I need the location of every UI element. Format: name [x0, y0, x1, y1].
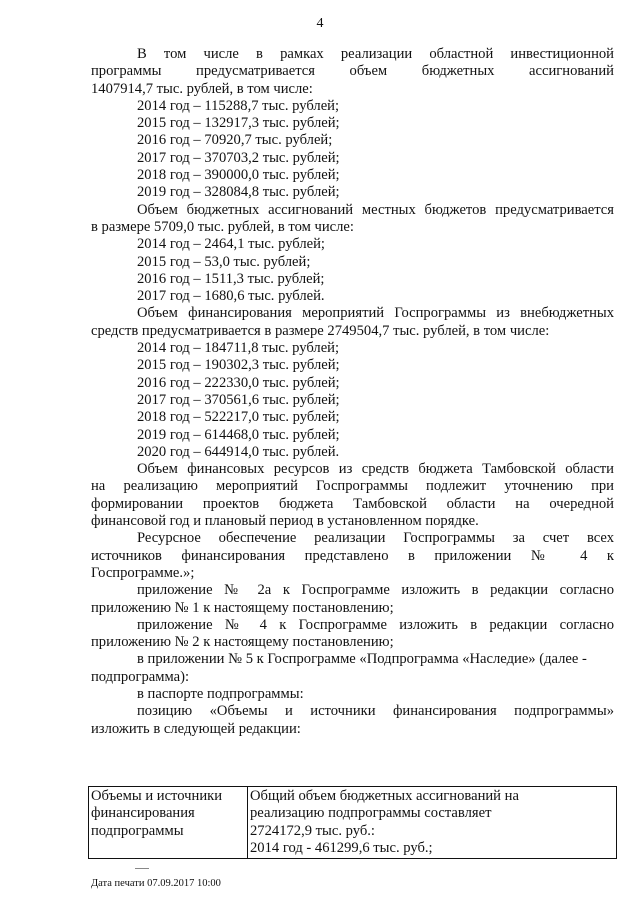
- paragraph-line: 2015 год – 132917,3 тыс. рублей;: [137, 115, 340, 132]
- footnote-divider: [135, 868, 149, 869]
- table-cell-label: [89, 787, 248, 859]
- table-line: реализацию подпрограммы составляет: [250, 805, 492, 822]
- table-line: Объемы и источники: [91, 788, 223, 804]
- paragraph-line: средств предусматривается в размере 2749504,7 тыс. рублей, в том числе:: [91, 322, 550, 339]
- table-line: 2014 год - 461299,6 тыс. руб.;: [250, 839, 433, 856]
- paragraph-line: Объем бюджетных ассигнований местных бюджетов предусматривается: [137, 201, 614, 218]
- table-line: подпрограммы: [91, 822, 184, 839]
- paragraph-line: в приложении № 5 к Госпрограмме «Подпрограмма «Наследие» (далее -: [137, 651, 587, 668]
- paragraph-line: источников финансирования представлено в приложении № 4 к: [91, 547, 614, 564]
- paragraph-line: подпрограмма):: [91, 668, 190, 685]
- table-line: финансирования: [91, 805, 195, 822]
- paragraph-line: формировании проектов бюджета Тамбовской области на очередной: [91, 495, 614, 512]
- paragraph-line: 2016 год – 222330,0 тыс. рублей;: [137, 374, 340, 391]
- paragraph-line: 2017 год – 370561,6 тыс. рублей;: [137, 391, 340, 408]
- paragraph-line: Объем финансирования мероприятий Госпрограммы из внебюджетных: [137, 305, 614, 322]
- paragraph-line: приложение № 2а к Госпрограмме изложить в редакции согласно: [137, 582, 614, 599]
- paragraph-line: 2015 год – 53,0 тыс. рублей;: [137, 253, 311, 270]
- paragraph-line: в размере 5709,0 тыс. рублей, в том числе:: [91, 218, 354, 235]
- paragraph-line: 2014 год – 2464,1 тыс. рублей;: [137, 236, 325, 253]
- paragraph-line: позицию «Объемы и источники финансирования подпрограммы»: [137, 703, 614, 720]
- financing-table: [88, 786, 617, 859]
- paragraph-line: 2016 год – 70920,7 тыс. рублей;: [137, 132, 333, 149]
- table-cell-value: [248, 787, 617, 859]
- paragraph-line: 2018 год – 390000,0 тыс. рублей;: [137, 167, 340, 184]
- document-body: [91, 46, 614, 738]
- paragraph-line: Госпрограмме.»;: [91, 564, 195, 581]
- paragraph-line: Объем финансовых ресурсов из средств бюджета Тамбовской области: [137, 461, 614, 478]
- table-line: Общий объем бюджетных ассигнований на: [250, 788, 519, 804]
- table-line: 2724172,9 тыс. руб.:: [250, 822, 375, 839]
- paragraph-line: приложению № 2 к настоящему постановлению;: [91, 634, 394, 651]
- page-number: 4: [316, 16, 324, 31]
- print-date: Дата печати 07.09.2017 10:00: [91, 878, 221, 889]
- paragraph-line: Ресурсное обеспечение реализации Госпрограммы за счет всех: [137, 530, 614, 547]
- paragraph-line: 2014 год – 115288,7 тыс. рублей;: [137, 97, 340, 114]
- paragraph-line: приложение № 4 к Госпрограмме изложить в редакции согласно: [137, 616, 614, 633]
- paragraph-line: 2014 год – 184711,8 тыс. рублей;: [137, 340, 340, 357]
- table-row: [89, 787, 617, 859]
- paragraph-line: в паспорте подпрограммы:: [137, 685, 304, 702]
- paragraph-line: 2017 год – 1680,6 тыс. рублей.: [137, 288, 325, 305]
- paragraph-line: 2016 год – 1511,3 тыс. рублей;: [137, 270, 325, 287]
- paragraph-line: программы предусматривается объем бюджетных ассигнований: [91, 63, 614, 80]
- paragraph-line: на реализацию мероприятий Госпрограммы подлежит уточнению при: [91, 478, 614, 495]
- paragraph-line: приложению № 1 к настоящему постановлению;: [91, 599, 394, 616]
- paragraph-line: 1407914,7 тыс. рублей, в том числе:: [91, 80, 313, 97]
- paragraph-line: финансовой год и плановый период в установленном порядке.: [91, 513, 479, 530]
- paragraph-line: В том числе в рамках реализации областной инвестиционной: [137, 46, 614, 62]
- paragraph-line: 2019 год – 614468,0 тыс. рублей;: [137, 426, 340, 443]
- paragraph-line: 2018 год – 522217,0 тыс. рублей;: [137, 409, 340, 426]
- paragraph-line: 2019 год – 328084,8 тыс. рублей;: [137, 184, 340, 201]
- paragraph-line: 2020 год – 644914,0 тыс. рублей.: [137, 443, 340, 460]
- paragraph-line: 2017 год – 370703,2 тыс. рублей;: [137, 149, 340, 166]
- paragraph-line: 2015 год – 190302,3 тыс. рублей;: [137, 357, 340, 374]
- paragraph-line: изложить в следующей редакции:: [91, 720, 301, 737]
